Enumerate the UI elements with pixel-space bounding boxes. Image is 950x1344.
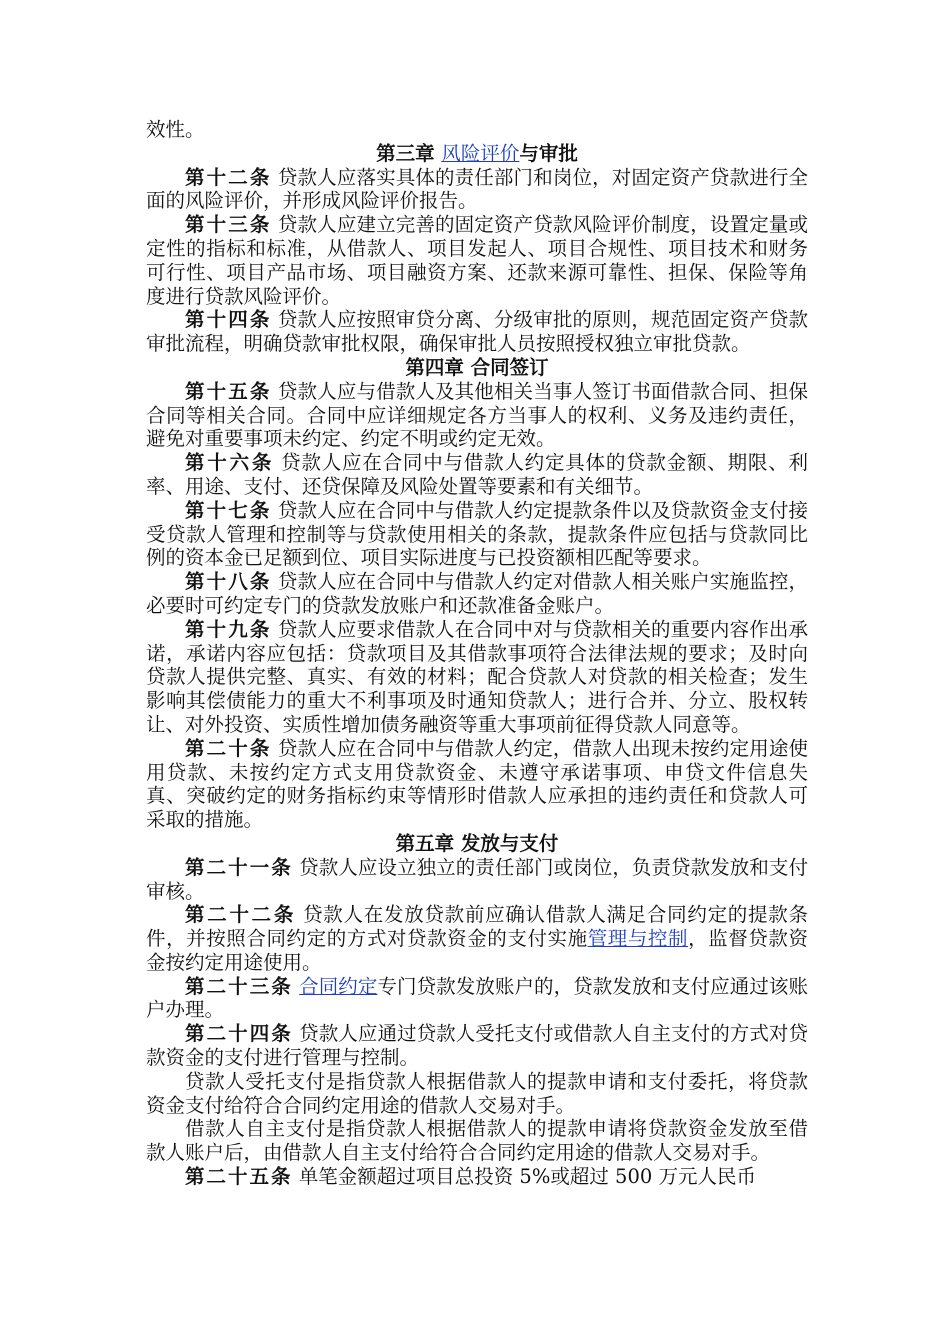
chapter-3-heading	[146, 142, 808, 166]
article-text: 单笔金额超过项目总投资 5%或超过 500 万元人民币	[292, 1165, 756, 1189]
paragraph-entrusted-payment: 贷款人受托支付是指贷款人根据借款人的提款申请和支付委托，将贷款资金支付给符合合同约定用途的借款人交易对手。	[146, 1069, 808, 1117]
article-24	[146, 1022, 808, 1070]
article-25	[146, 1165, 808, 1189]
article-text: 贷款人应落实具体的责任部门和岗位，对固定资产贷款进行全面的风险评价，并形成风险评价报告。	[146, 165, 808, 213]
article-text: 贷款人应在合同中与借款人约定，借款人出现未按约定用途使用贷款、未按约定方式支用贷款资金、未遵守承诺事项、申贷文件信息失真、突破约定的财务指标约束等情形时借款人应承担的违约责任和贷款人可采取的措施。	[146, 736, 808, 832]
article-14	[146, 308, 808, 356]
management-control-link[interactable]: 管理与控制	[587, 927, 689, 951]
paragraph-fragment: 效性。	[146, 118, 205, 141]
article-text: 贷款人应要求借款人在合同中对与贷款相关的重要内容作出承诺，承诺内容应包括：贷款项目及其借款事项符合法律法规的要求；及时向贷款人提供完整、真实、有效的材料；配合贷款人对贷款的相关检查；发生影响其偿债能力的重大不利事项及时通知贷款人；进行合并、分立、股权转让、对外投资、实质性增加债务融资等重大事项前征得贷款人同意等。	[146, 617, 808, 736]
article-23	[146, 975, 808, 1023]
article-20	[146, 737, 808, 832]
document-page	[146, 118, 808, 1189]
article-18	[146, 570, 808, 618]
article-19	[146, 618, 808, 737]
article-number: 第十三条	[185, 213, 272, 237]
article-number: 第十四条	[185, 308, 272, 332]
article-17	[146, 499, 808, 570]
chapter-3-suffix: 与审批	[519, 141, 578, 165]
article-number: 第二十一条	[185, 855, 293, 879]
article-number: 第十七条	[185, 498, 272, 522]
paragraph-autonomous-payment: 借款人自主支付是指贷款人根据借款人的提款申请将贷款资金发放至借款人账户后，由借款人自主支付给符合合同约定用途的借款人交易对手。	[146, 1117, 808, 1165]
article-text: 贷款人应按照审贷分离、分级审批的原则，规范固定资产贷款审批流程，明确贷款审批权限，确保审批人员按照授权独立审批贷款。	[146, 308, 808, 356]
article-number: 第十九条	[185, 617, 272, 641]
article-text: 贷款人应与借款人及其他相关当事人签订书面借款合同、担保合同等相关合同。合同中应详细规定各方当事人的权利、义务及违约责任，避免对重要事项未约定、约定不明或约定无效。	[146, 379, 808, 451]
article-number: 第十六条	[185, 451, 275, 475]
article-16	[146, 451, 808, 499]
article-number: 第二十四条	[185, 1022, 293, 1046]
article-text: 贷款人应在合同中与借款人约定具体的贷款金额、期限、利率、用途、支付、还贷保障及风险处置等要素和有关细节。	[146, 451, 808, 498]
chapter-3-prefix: 第三章	[376, 141, 442, 165]
article-number: 第二十二条	[185, 903, 297, 927]
article-22	[146, 903, 808, 974]
article-text: 贷款人应在合同中与借款人约定提款条件以及贷款资金支付接受贷款人管理和控制等与贷款使用相关的条款，提款条件应包括与贷款同比例的资本金已足额到位、项目实际进度与已投资额相匹配等要求。	[146, 498, 808, 570]
article-text: 贷款人应设立独立的责任部门或岗位，负责贷款发放和支付审核。	[146, 855, 808, 903]
article-number: 第二十五条	[185, 1165, 293, 1189]
article-number: 第十八条	[185, 570, 272, 594]
article-text-tail: ，监督贷款资金按约定用途使用。	[146, 927, 808, 974]
article-text: 贷款人在发放贷款前应确认借款人满足合同约定的提款条件，并按照合同约定的方式对贷款资金的支付实施	[146, 903, 808, 951]
article-number: 第十五条	[185, 379, 272, 403]
chapter-5-heading: 第五章 发放与支付	[395, 831, 559, 855]
article-12	[146, 166, 808, 214]
article-number: 第二十三条	[185, 974, 293, 998]
article-number: 第十二条	[185, 165, 272, 189]
risk-evaluation-link[interactable]: 风险评价	[441, 141, 520, 165]
article-text: 贷款人应建立完善的固定资产贷款风险评价制度，设置定量或定性的指标和标准，从借款人、项目发起人、项目合规性、项目技术和财务可行性、项目产品市场、项目融资方案、还款来源可靠性、担保、保险等角度进行贷款风险评价。	[146, 213, 808, 308]
article-text: 贷款人应在合同中与借款人约定对借款人相关账户实施监控，必要时可约定专门的贷款发放账户和还款准备金账户。	[146, 570, 808, 617]
chapter-4-heading: 第四章 合同签订	[405, 355, 549, 379]
contract-agreement-link[interactable]: 合同约定	[299, 974, 378, 998]
article-number: 第二十条	[185, 736, 272, 760]
article-21	[146, 856, 808, 904]
article-13	[146, 213, 808, 308]
article-text-tail: 专门贷款发放账户的，贷款发放和支付应通过该账户办理。	[146, 974, 808, 1022]
article-15	[146, 380, 808, 451]
article-text: 贷款人应通过贷款人受托支付或借款人自主支付的方式对贷款资金的支付进行管理与控制。	[146, 1022, 808, 1070]
